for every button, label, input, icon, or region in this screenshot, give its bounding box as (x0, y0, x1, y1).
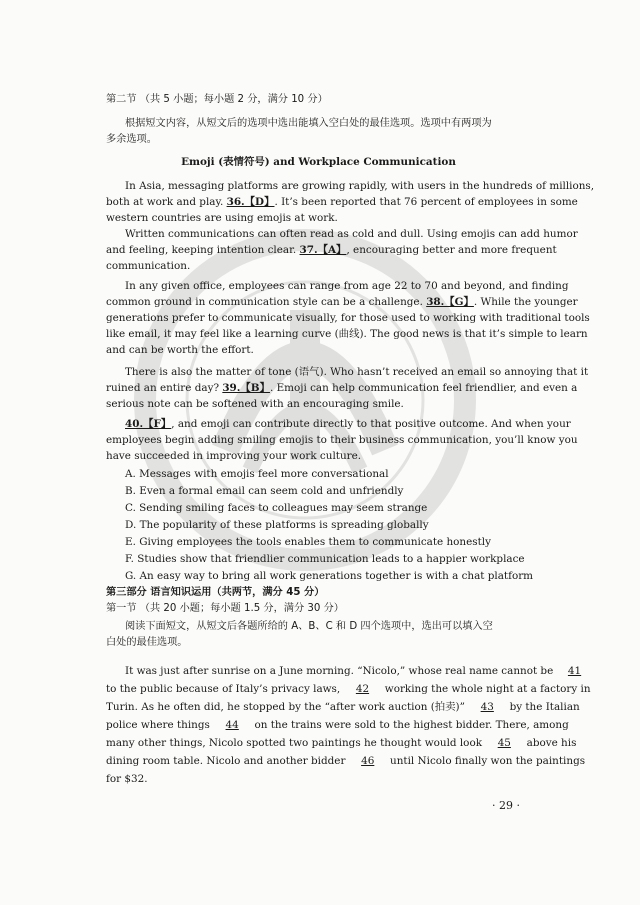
p2-line3: communication. (106, 260, 191, 272)
p4-line3: serious note can be softened with an encouraging smile. (106, 398, 404, 410)
p2-line1: Written communications can often read as cold and dull. Using emojis can add humor (125, 228, 578, 240)
cloze-line3 (106, 701, 580, 714)
p2-line2-text-a: and feeling, keeping intention clear. (106, 244, 297, 256)
p3-line2-text-a: common ground in communication style can be a challenge. (106, 296, 423, 308)
cloze-line5-text-a: many other things, Nicolo spotted two paintings he thought would look (106, 737, 482, 749)
cloze-line7: for $32. (106, 773, 148, 785)
part3-sub-header: 第一节 （共 20 小题；每小题 1.5 分，满分 30 分） (106, 603, 344, 614)
p4-line2-text-a: ruined an entire day? (106, 382, 220, 394)
p2-line2-text-b: , encouraging better and more frequent (346, 244, 557, 256)
cloze-line3-text-b: by the Italian (509, 701, 580, 713)
p3-line3: generations prefer to communicate visually, for those used to working with traditional tools (106, 312, 590, 324)
p2-line2 (106, 244, 557, 257)
page-number: · 29 · (492, 799, 520, 812)
cloze-line6-text-b: until Nicolo finally won the paintings (390, 755, 586, 767)
part3-header: 第三部分 语言知识运用（共两节，满分 45 分） (106, 587, 325, 598)
blank-44: 44 (225, 719, 239, 731)
p4-line1: There is also the matter of tone (语气). Who hasn’t received an email so annoying that it (125, 366, 589, 378)
p3-line2 (106, 296, 578, 309)
blank-45: 45 (497, 737, 511, 749)
cloze-line3-text-a: Turin. As he often did, he stopped by the “after work auction (拍卖)” (106, 701, 465, 713)
p5-line1-text-b: , and emoji can contribute directly to that positive outcome. And when your (171, 418, 571, 430)
p3-line4: like email, it may feel like a learning curve (曲线). The good news is that it’s simple to learn (106, 328, 588, 340)
p3-line1: In any given office, employees can range from age 22 to 70 and beyond, and finding (125, 280, 569, 292)
option-e: E. Giving employees the tools enables them to communicate honestly (125, 536, 491, 548)
part3-instruction-1: 阅读下面短文，从短文后各题所给的 A、B、C 和 D 四个选项中，选出可以填入空 (125, 621, 493, 632)
blank-46: 46 (361, 755, 375, 767)
p3-line2-text-b: . While the younger (473, 296, 578, 308)
option-b: B. Even a formal email can seem cold and unfriendly (125, 485, 404, 497)
cloze-line4-text-a: police where things (106, 719, 210, 731)
blank-42: 42 (355, 683, 370, 695)
section2-header: 第二节 （共 5 小题；每小题 2 分，满分 10 分） (106, 94, 328, 105)
p4-line2 (106, 382, 578, 395)
p1-line2 (106, 196, 578, 209)
cloze-line6 (106, 755, 586, 768)
p4-line2-text-b: . Emoji can help communication feel friendlier, and even a (269, 382, 578, 394)
p1-line2-text-a: both at work and play. (106, 196, 224, 208)
answer-39: 39.【B】 (222, 382, 270, 394)
p5-line2: employees begin adding smiling emojis to their business communication, you’ll know you (106, 434, 578, 446)
cloze-line2 (106, 683, 591, 696)
answer-37: 37.【A】 (299, 244, 347, 256)
p5-line3: have succeeded in improving your work culture. (106, 450, 362, 462)
cloze-line5 (106, 737, 577, 750)
cloze-line2-text-b: working the whole night at a factory in (384, 683, 591, 695)
section2-instruction-2: 多余选项。 (106, 134, 157, 145)
option-c: C. Sending smiling faces to colleagues may seem strange (125, 502, 428, 514)
cloze-line1 (125, 665, 582, 678)
cloze-line4 (106, 719, 569, 732)
passage-title: Emoji (表情符号) and Workplace Communication (181, 156, 456, 168)
cloze-line6-text-a: dining room table. Nicolo and another bidder (106, 755, 346, 767)
option-a: A. Messages with emojis feel more conversational (125, 468, 389, 480)
p5-line1 (125, 418, 571, 431)
blank-41: 41 (567, 665, 582, 677)
cloze-line4-text-b: on the trains were sold to the highest bidder. There, among (254, 719, 569, 731)
p1-line1: In Asia, messaging platforms are growing rapidly, with users in the hundreds of millions, (125, 180, 595, 192)
option-g: G. An easy way to bring all work generations together is with a chat platform (125, 570, 534, 582)
part3-instruction-2: 白处的最佳选项。 (106, 637, 188, 648)
answer-36: 36.【D】 (226, 196, 275, 208)
cloze-line2-text-a: to the public because of Italy’s privacy laws, (106, 683, 341, 695)
cloze-line5-text-b: above his (526, 737, 577, 749)
blank-43: 43 (480, 701, 494, 713)
p1-line2-text-b: . It’s been reported that 76 percent of employees in some (274, 196, 578, 208)
option-d: D. The popularity of these platforms is spreading globally (125, 519, 429, 531)
p1-line3: western countries are using emojis at work. (106, 212, 338, 224)
answer-38: 38.【G】 (426, 296, 474, 308)
p3-line5: and can be worth the effort. (106, 344, 254, 356)
answer-40: 40.【F】 (125, 418, 172, 430)
section2-instruction-1: 根据短文内容，从短文后的选项中选出能填入空白处的最佳选项。选项中有两项为 (125, 118, 492, 129)
cloze-line1-text: It was just after sunrise on a June morning. “Nicolo,” whose real name cannot be (125, 665, 554, 677)
option-f: F. Studies show that friendlier communication leads to a happier workplace (125, 553, 525, 565)
